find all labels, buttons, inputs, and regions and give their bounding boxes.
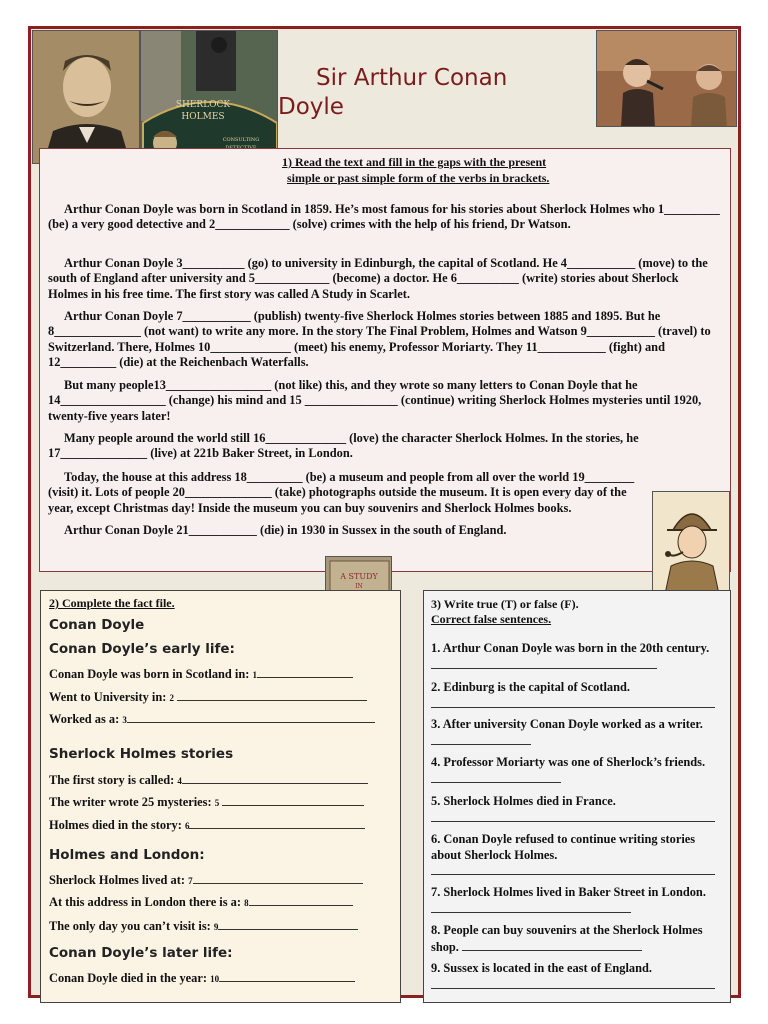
task1-instruction-2: simple or past simple form of the verbs in brackets. [287,171,550,185]
tf-line-1[interactable] [431,657,657,669]
title-line-2: Doyle [278,94,344,120]
tf-item-4: 4. Professor Moriarty was one of Sherlock’s friends. [431,755,721,787]
book-text-1: A STUDY [340,572,378,581]
fact-row-8: At this address in London there is a: 8 [49,894,353,910]
task2-instruction: 2) Complete the fact file. [49,596,175,610]
answer-line-6[interactable] [189,817,365,829]
fact-row-5: The writer wrote 25 mysteries: 5 [49,794,364,810]
tf-item-6: 6. Conan Doyle refused to continue writing stories about Sherlock Holmes. [431,832,721,880]
task1-paragraph-1: Arthur Conan Doyle was born in Scotland in 1859. He’s most famous for his stories about Sherlock Holmes who 1_________ (be) a very good detective and 2____________ (solve) crimes with the help of his friend, Dr Watson. [48,202,720,232]
answer-line-10[interactable] [219,970,355,982]
portrait-photo [32,30,140,164]
tf-line-3[interactable] [431,733,531,745]
factfile-section-3-title: Holmes and London: [49,847,205,863]
fact-row-7: Sherlock Holmes lived at: 7 [49,872,363,888]
task1-paragraph-4: But many people13_________________ (not like) this, and they wrote so many letters to Conan Doyle that he 14_________________ (change) his mind and 15 _______________ (continue) writing Sherlock Holmes mysteries until 1920, twenty-five years later! [48,378,702,423]
tf-line-7[interactable] [431,901,631,913]
factfile-section-2-title: Sherlock Holmes stories [49,746,234,762]
task1-paragraph-2: Arthur Conan Doyle 3__________ (go) to university in Edinburgh, the capital of Scotland. He 4___________ (move) to the south of England after university and 5____________ (become) a doctor. He 6__________ (write) stories about Sherlock Holmes in his free time. The first story was called A Study in Scarlet. [48,256,708,301]
tf-line-2[interactable] [431,696,715,708]
answer-line-3[interactable] [127,711,375,723]
sign-text-2: HOLMES [181,112,225,122]
book-text-2: IN [355,583,363,590]
tf-item-3: 3. After university Conan Doyle worked as a writer. [431,717,721,749]
tf-item-9: 9. Sussex is located in the east of England. [431,961,721,993]
task3-instruction-1: 3) Write true (T) or false (F). [431,597,579,611]
factfile-name-heading: Conan Doyle [49,617,145,633]
fact-row-4: The first story is called: 4 [49,772,368,788]
sign-text-3: CONSULTING [222,137,260,143]
task1-paragraph-6: Today, the house at this address 18_________ (be) a museum and people from all over the world 19________ (visit) it. Lots of people 20______________ (take) photographs outside the museum. It is open every day of the year, except Christmas day! Inside the museum you can buy souvenirs and Sherlock Holmes books. [48,470,635,515]
tf-line-4[interactable] [431,771,561,783]
fact-row-10: Conan Doyle died in the year: 10 [49,970,355,986]
task1-paragraph-3: Arthur Conan Doyle 7___________ (publish) twenty-five Sherlock Holmes stories between 1885 and 1895. But he 8______________ (not want) to write any more. In the story The Final Problem, Holmes and Watson 9___________ (travel) to Switzerland. There, Holmes 10_____________ (meet) his enemy, Professor Moriarty. They 11___________ (fight) and 12_________ (die) at the Reichenbach Waterfalls. [48,309,711,370]
tf-item-2: 2. Edinburg is the capital of Scotland. [431,680,721,712]
answer-line-1[interactable] [257,666,353,678]
fact-row-1: Conan Doyle was born in Scotland in: 1 [49,666,353,682]
answer-line-9[interactable] [218,918,358,930]
answer-line-2[interactable] [177,689,367,701]
factfile-section-1-title: Conan Doyle’s early life: [49,641,235,657]
title-line-1: Sir Arthur Conan [316,65,508,91]
sherlock-sketch-image [652,491,730,593]
tf-item-5: 5. Sherlock Holmes died in France. [431,794,721,826]
task1-paragraph-7: Arthur Conan Doyle 21___________ (die) in 1930 in Sussex in the south of England. [64,523,507,537]
task1-instruction-1: 1) Read the text and fill in the gaps with the present [282,155,547,169]
tf-item-1: 1. Arthur Conan Doyle was born in the 20th century. [431,641,721,673]
answer-line-4[interactable] [182,772,368,784]
sherlock-sign-photo [140,30,278,164]
fact-row-6: Holmes died in the story: 6 [49,817,365,833]
tf-line-8[interactable] [462,939,642,951]
tf-line-9[interactable] [431,977,715,989]
page-title [278,64,598,122]
fact-row-9: The only day you can’t visit is: 9 [49,918,358,934]
tf-line-6[interactable] [431,863,715,875]
factfile-section-4-title: Conan Doyle’s later life: [49,945,233,961]
answer-line-5[interactable] [222,794,364,806]
answer-line-8[interactable] [249,894,353,906]
tf-line-5[interactable] [431,810,715,822]
task1-paragraph-5: Many people around the world still 16_____________ (love) the character Sherlock Holmes. In the stories, he 17______________ (live) at 221b Baker Street, in London. [48,431,639,461]
sign-text-1: SHERLOCK [175,100,231,110]
answer-line-7[interactable] [193,872,363,884]
fact-row-2: Went to University in: 2 [49,689,367,705]
holmes-watson-photo [596,30,737,127]
tf-item-7: 7. Sherlock Holmes lived in Baker Street in London. [431,885,721,917]
tf-item-8: 8. People can buy souvenirs at the Sherlock Holmes shop. [431,923,703,954]
fact-row-3: Worked as a: 3 [49,711,375,727]
task3-instruction-2: Correct false sentences. [431,612,552,626]
